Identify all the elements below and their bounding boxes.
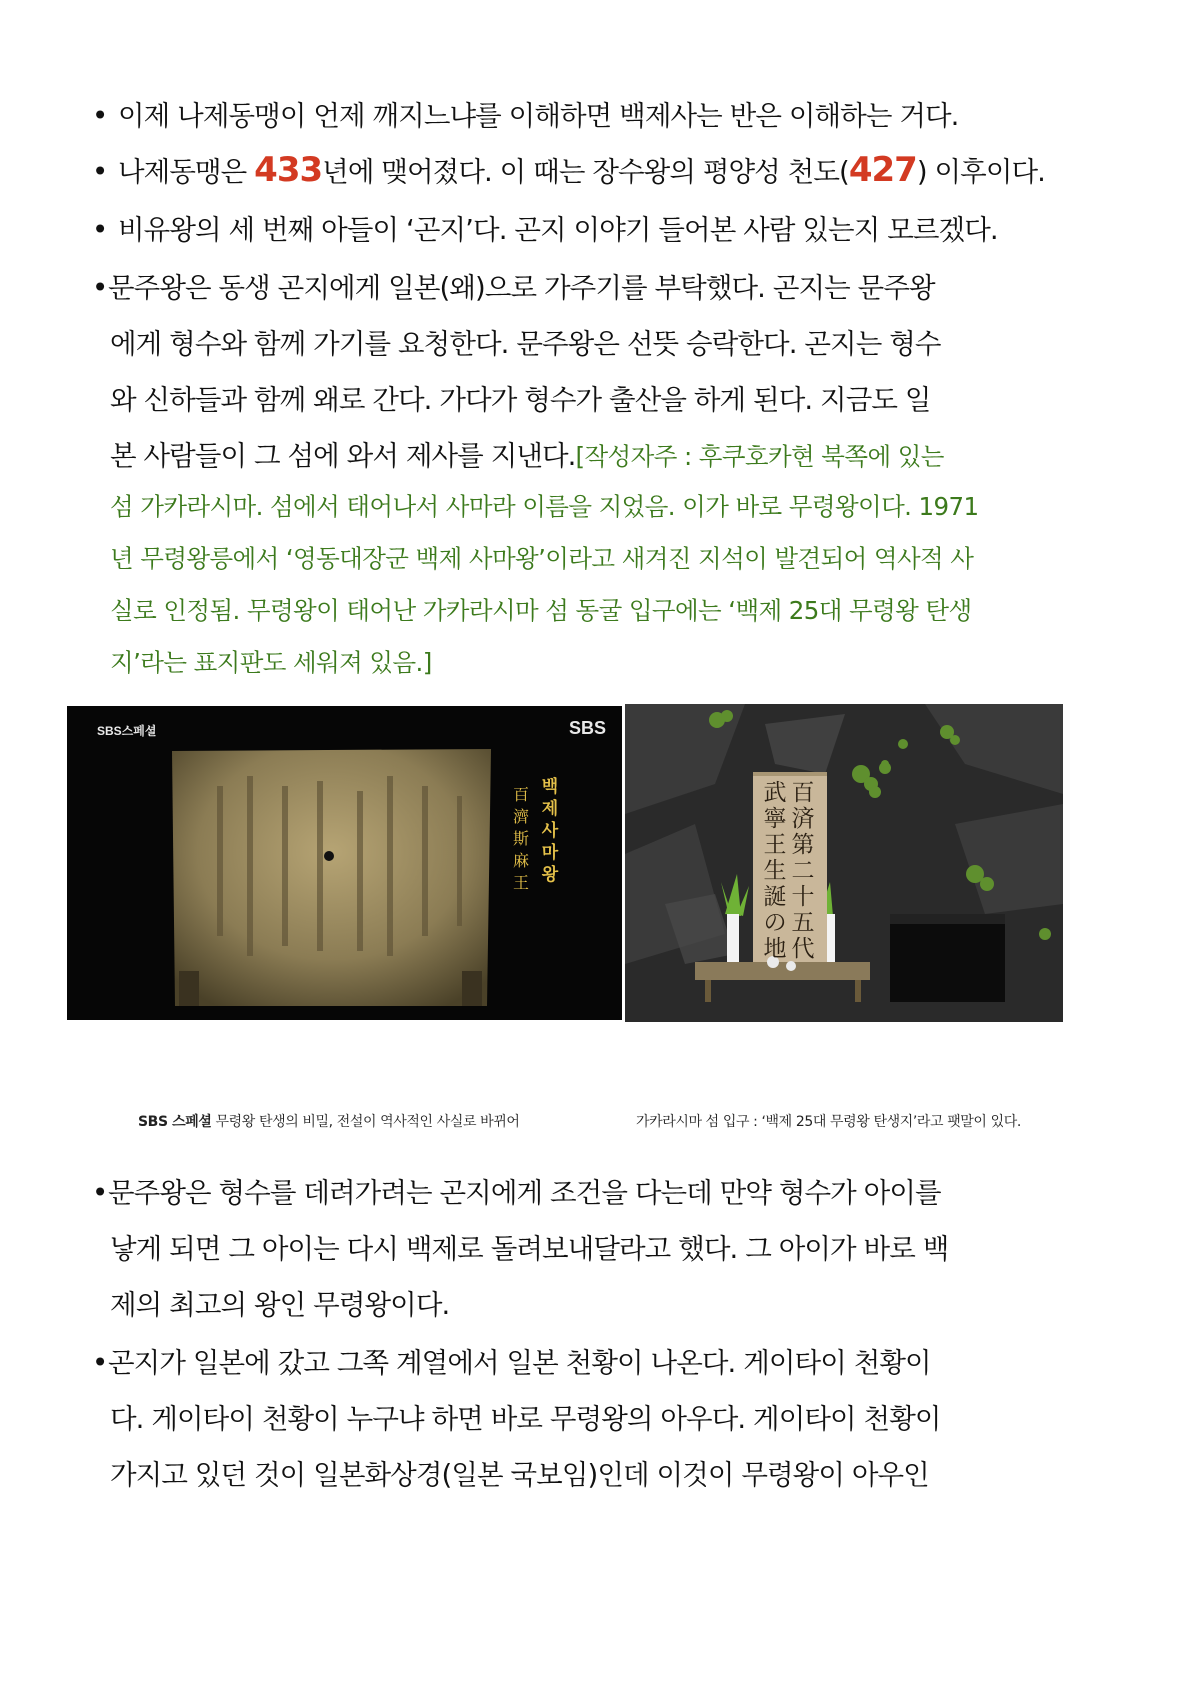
epitaph-stone-photo xyxy=(67,706,622,1020)
bullet-text-post: ) 이후이다. xyxy=(916,156,1045,188)
sbs-special-logo: SBS스페셜 xyxy=(97,724,157,738)
paragraph-line xyxy=(92,1345,1102,1381)
bullet-dot: • xyxy=(92,1177,108,1209)
subtitle-hanja: 百濟 斯麻王 xyxy=(512,785,529,892)
cave-rock-image xyxy=(625,704,1063,1022)
bullet-dot: • xyxy=(92,214,108,246)
bullet-dot: • xyxy=(92,1347,108,1379)
left-photo-caption xyxy=(138,1112,520,1132)
sbs-channel-logo: SBS xyxy=(568,718,606,738)
caption-text: 무령왕 탄생의 비밀, 전설이 역사적인 사실로 바뀌어 xyxy=(211,1114,520,1130)
highlight-year-427: 427 xyxy=(848,150,917,190)
sign-text-right-column: 百済第二十五代 xyxy=(791,780,815,962)
birthplace-sign-photo xyxy=(625,704,1063,1022)
paragraph-text: 곤지가 일본에 갔고 그쪽 계열에서 일본 천황이 나온다. 게이타이 천황이 xyxy=(108,1347,931,1379)
paragraph-line xyxy=(110,438,1100,475)
author-note-start: [작성자주 : 후쿠호카현 북쪽에 있는 xyxy=(575,442,944,471)
author-note-line: 지’라는 표지판도 세워져 있음.] xyxy=(110,648,432,677)
bullet-text: 비유왕의 세 번째 아들이 ‘곤지’다. 곤지 이야기 들어본 사람 있는지 모르겠다. xyxy=(118,214,998,246)
bullet-text-mid: 년에 맺어졌다. 이 때는 장수왕의 평양성 천도( xyxy=(322,156,849,188)
bullet-dot: • xyxy=(92,100,108,132)
epitaph-stone-image xyxy=(67,706,622,1020)
bullet-item xyxy=(92,98,1102,134)
paragraph-line: 에게 형수와 함께 가기를 요청한다. 문주왕은 선뜻 승락한다. 곤지는 형수 xyxy=(110,328,941,360)
paragraph-text: 본 사람들이 그 섬에 와서 제사를 지낸다. xyxy=(110,440,576,472)
paragraph-line xyxy=(92,1175,1102,1211)
paragraph-line xyxy=(92,270,1102,306)
author-note-line: 섬 가카라시마. 섬에서 태어나서 사마라 이름을 지었음. 이가 바로 무령왕이다. 1971 xyxy=(110,492,979,521)
paragraph-text: 문주왕은 형수를 데려가려는 곤지에게 조건을 다는데 만약 형수가 아이를 xyxy=(108,1177,941,1209)
right-photo-caption: 가카라시마 섬 입구 : ‘백제 25대 무령왕 탄생지’라고 팻말이 있다. xyxy=(636,1114,1021,1130)
caption-program-name: SBS 스페셜 xyxy=(138,1114,212,1130)
author-note-line: 년 무령왕릉에서 ‘영동대장군 백제 사마왕’이라고 새겨진 지석이 발견되어 역사적 사 xyxy=(110,544,974,573)
paragraph-line: 와 신하들과 함께 왜로 간다. 가다가 형수가 출산을 하게 된다. 지금도 일 xyxy=(110,384,931,416)
highlight-year-433: 433 xyxy=(254,150,323,190)
bullet-dot: • xyxy=(92,272,108,304)
bullet-text-pre: 나제동맹은 xyxy=(118,156,255,188)
author-note-line: 실로 인정됨. 무령왕이 태어난 가카라시마 섬 동굴 입구에는 ‘백제 25대 무령왕 탄생 xyxy=(110,596,972,625)
paragraph-line: 다. 게이타이 천황이 누구냐 하면 바로 무령왕의 아우다. 게이타이 천황이 xyxy=(110,1403,941,1435)
paragraph-line: 제의 최고의 왕인 무령왕이다. xyxy=(110,1289,450,1321)
bullet-item xyxy=(92,152,1102,190)
bullet-item xyxy=(92,212,1102,248)
paragraph-text: 문주왕은 동생 곤지에게 일본(왜)으로 가주기를 부탁했다. 곤지는 문주왕 xyxy=(108,272,935,304)
bullet-text: 이제 나제동맹이 언제 깨지느냐를 이해하면 백제사는 반은 이해하는 거다. xyxy=(118,100,959,132)
paragraph-line: 가지고 있던 것이 일본화상경(일본 국보임)인데 이것이 무령왕이 아우인 xyxy=(110,1459,929,1491)
paragraph-line: 낳게 되면 그 아이는 다시 백제로 돌려보내달라고 했다. 그 아이가 바로 백 xyxy=(110,1233,949,1265)
subtitle-korean: 백제 사마왕 xyxy=(541,777,559,885)
bullet-dot: • xyxy=(92,156,108,188)
sign-text-left-column: 武寧王生誕の地 xyxy=(763,780,787,962)
